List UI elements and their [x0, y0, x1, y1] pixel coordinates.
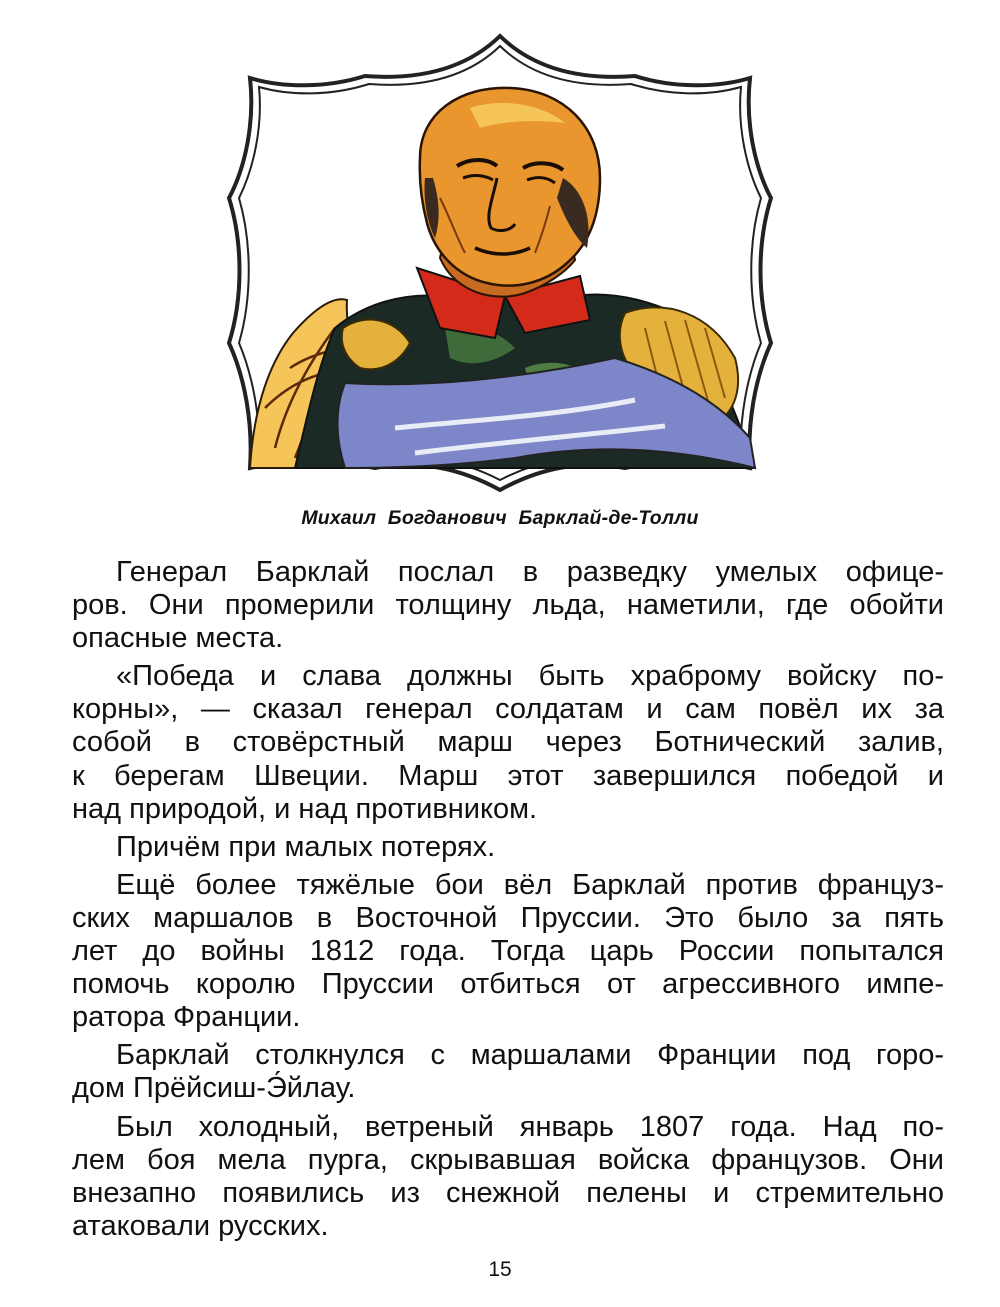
text-line: опасные места. [72, 622, 284, 655]
text-line: ских маршалов в Восточной Пруссии. Это было за пять [72, 901, 944, 934]
page-number: 15 [488, 1258, 512, 1281]
text-line: над природой, и над противником. [72, 792, 538, 825]
text-line: Барклай столкнулся с маршалами Франции под горо- [116, 1039, 944, 1072]
portrait-caption: Михаил Богданович Барклай-де-Толли [301, 507, 699, 529]
portrait-illustration-icon [250, 88, 755, 468]
text-line: корны», — сказал генерал солдатам и сам повёл их за [72, 693, 944, 726]
text-line: внезапно появились из снежной пелены и стремительно [72, 1176, 944, 1209]
body-text [72, 556, 944, 1243]
text-line: Ещё более тяжёлые бои вёл Барклай против француз- [116, 868, 944, 901]
text-line: Причём при малых потерях. [116, 830, 496, 863]
text-line: лет до войны 1812 года. Тогда царь России попытался [72, 935, 944, 968]
portrait-frame [195, 28, 805, 498]
text-line: ратора Франции. [72, 1001, 301, 1034]
text-line: «Победа и слава должны быть храброму войску по- [116, 660, 944, 693]
text-line: дом Прёйсиш-Э́йлау. [72, 1072, 356, 1105]
text-line: ров. Они промерили толщину льда, наметили, где обойти [72, 589, 944, 622]
text-line: лем боя мела пурга, скрывавшая войска французов. Они [72, 1143, 944, 1176]
text-line: атаковали русских. [72, 1209, 329, 1242]
text-line: к берегам Швеции. Марш этот завершился победой и [72, 759, 944, 792]
text-line: Генерал Барклай послал в разведку умелых офице- [116, 556, 944, 588]
text-line: помочь королю Пруссии отбиться от агрессивного импе- [72, 968, 944, 1001]
text-line: Был холодный, ветреный январь 1807 года. Над по- [116, 1110, 944, 1143]
text-line: собой в стовёрстный марш через Ботнический залив, [72, 726, 944, 759]
